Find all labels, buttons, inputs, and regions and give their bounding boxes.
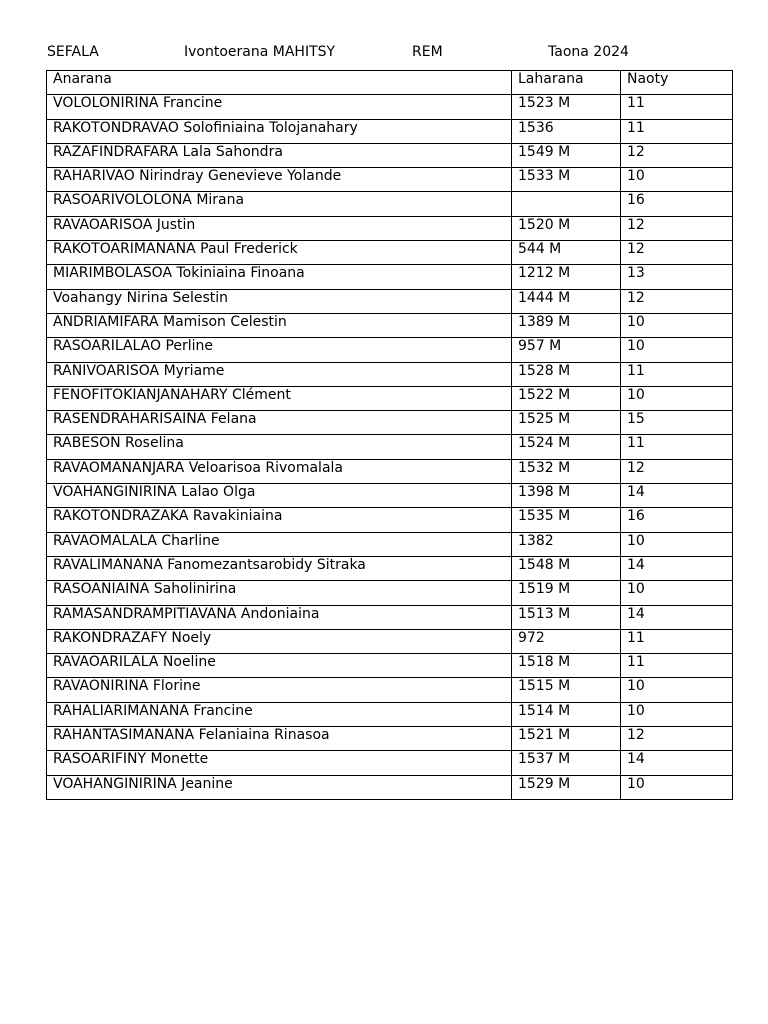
student-number-cell: 1533 M (512, 168, 621, 192)
student-number-cell: 1389 M (512, 313, 621, 337)
student-number-cell: 957 M (512, 338, 621, 362)
student-score-cell: 12 (621, 727, 733, 751)
student-name-cell: RANIVOARISOA Myriame (47, 362, 512, 386)
student-score-cell: 11 (621, 629, 733, 653)
table-row (47, 459, 733, 483)
student-score-cell: 14 (621, 556, 733, 580)
student-name-cell: RASENDRAHARISAINA Felana (47, 411, 512, 435)
student-name-cell: ANDRIAMIFARA Mamison Celestin (47, 313, 512, 337)
student-score-cell: 12 (621, 143, 733, 167)
table-row (47, 362, 733, 386)
student-name-cell: RAKOTONDRAZAKA Ravakiniaina (47, 508, 512, 532)
student-number-cell: 1524 M (512, 435, 621, 459)
table-row (47, 143, 733, 167)
table-row (47, 751, 733, 775)
student-number-cell: 1444 M (512, 289, 621, 313)
student-name-cell: VOAHANGINIRINA Lalao Olga (47, 484, 512, 508)
student-number-cell: 1521 M (512, 727, 621, 751)
table-header-row (47, 71, 733, 95)
table-row (47, 629, 733, 653)
table-row (47, 678, 733, 702)
table-row (47, 775, 733, 799)
student-score-cell: 13 (621, 265, 733, 289)
student-score-cell: 10 (621, 678, 733, 702)
student-name-cell: RAHALIARIMANANA Francine (47, 702, 512, 726)
student-number-cell: 1528 M (512, 362, 621, 386)
table-row (47, 265, 733, 289)
student-name-cell: RASOARIFINY Monette (47, 751, 512, 775)
table-row (47, 654, 733, 678)
student-score-cell: 12 (621, 289, 733, 313)
student-name-cell: FENOFITOKIANJANAHARY Clément (47, 386, 512, 410)
student-number-cell: 1537 M (512, 751, 621, 775)
student-number-cell: 1529 M (512, 775, 621, 799)
student-name-cell: RAHANTASIMANANA Felaniaina Rinasoa (47, 727, 512, 751)
student-number-cell (512, 192, 621, 216)
table-row (47, 727, 733, 751)
student-number-cell: 1523 M (512, 95, 621, 119)
student-score-cell: 12 (621, 241, 733, 265)
student-number-cell: 1532 M (512, 459, 621, 483)
school-label: SEFALA (47, 44, 99, 60)
document-header (0, 43, 768, 61)
student-score-cell: 12 (621, 459, 733, 483)
student-score-cell: 11 (621, 95, 733, 119)
table-row (47, 556, 733, 580)
student-number-cell: 1382 (512, 532, 621, 556)
student-number-cell: 1548 M (512, 556, 621, 580)
table-row (47, 313, 733, 337)
student-roster-table (46, 70, 733, 800)
student-name-cell: Voahangy Nirina Selestin (47, 289, 512, 313)
student-number-cell: 1519 M (512, 581, 621, 605)
student-name-cell: RAKONDRAZAFY Noely (47, 629, 512, 653)
table-row (47, 435, 733, 459)
student-name-cell: RAKOTOARIMANANA Paul Frederick (47, 241, 512, 265)
student-name-cell: VOLOLONIRINA Francine (47, 95, 512, 119)
student-score-cell: 11 (621, 362, 733, 386)
table-row (47, 702, 733, 726)
table-body (47, 95, 733, 800)
student-score-cell: 15 (621, 411, 733, 435)
student-name-cell: RAKOTONDRAVAO Solofiniaina Tolojanahary (47, 119, 512, 143)
student-number-cell: 1536 (512, 119, 621, 143)
student-name-cell: RASOANIAINA Saholinirina (47, 581, 512, 605)
table-row (47, 168, 733, 192)
student-number-cell: 1549 M (512, 143, 621, 167)
column-header-name: Anarana (47, 71, 512, 95)
student-name-cell: RAVAOARISOA Justin (47, 216, 512, 240)
table-row (47, 119, 733, 143)
student-number-cell: 1522 M (512, 386, 621, 410)
table-row (47, 581, 733, 605)
table-row (47, 411, 733, 435)
student-score-cell: 10 (621, 313, 733, 337)
student-name-cell: RASOARILALAO Perline (47, 338, 512, 362)
column-header-score: Naoty (621, 71, 733, 95)
student-score-cell: 10 (621, 168, 733, 192)
student-score-cell: 16 (621, 192, 733, 216)
table-row (47, 289, 733, 313)
student-score-cell: 11 (621, 435, 733, 459)
student-name-cell: RAMASANDRAMPITIAVANA Andoniaina (47, 605, 512, 629)
table-row (47, 386, 733, 410)
table-row (47, 95, 733, 119)
student-number-cell: 972 (512, 629, 621, 653)
student-name-cell: RAZAFINDRAFARA Lala Sahondra (47, 143, 512, 167)
student-score-cell: 10 (621, 581, 733, 605)
student-name-cell: RAVALIMANANA Fanomezantsarobidy Sitraka (47, 556, 512, 580)
column-header-number: Laharana (512, 71, 621, 95)
class-level: REM (412, 44, 443, 60)
student-name-cell: RAVAOARILALA Noeline (47, 654, 512, 678)
student-name-cell: RAVAOMALALA Charline (47, 532, 512, 556)
student-name-cell: RAHARIVAO Nirindray Genevieve Yolande (47, 168, 512, 192)
student-score-cell: 10 (621, 702, 733, 726)
table-row (47, 192, 733, 216)
student-number-cell: 1525 M (512, 411, 621, 435)
table-row (47, 532, 733, 556)
student-score-cell: 11 (621, 119, 733, 143)
student-number-cell: 1513 M (512, 605, 621, 629)
table-row (47, 605, 733, 629)
student-score-cell: 14 (621, 605, 733, 629)
student-score-cell: 11 (621, 654, 733, 678)
teacher-name: Ivontoerana MAHITSY (184, 44, 336, 60)
student-score-cell: 16 (621, 508, 733, 532)
student-score-cell: 10 (621, 532, 733, 556)
table-row (47, 216, 733, 240)
table-row (47, 241, 733, 265)
student-name-cell: RAVAONIRINA Florine (47, 678, 512, 702)
table-row (47, 508, 733, 532)
student-score-cell: 14 (621, 484, 733, 508)
table-row (47, 338, 733, 362)
student-name-cell: RASOARIVOLOLONA Mirana (47, 192, 512, 216)
school-year: Taona 2024 (548, 44, 629, 60)
student-name-cell: MIARIMBOLASOA Tokiniaina Finoana (47, 265, 512, 289)
student-score-cell: 10 (621, 338, 733, 362)
student-score-cell: 12 (621, 216, 733, 240)
student-number-cell: 1520 M (512, 216, 621, 240)
student-number-cell: 1535 M (512, 508, 621, 532)
student-number-cell: 1514 M (512, 702, 621, 726)
student-score-cell: 14 (621, 751, 733, 775)
student-score-cell: 10 (621, 775, 733, 799)
table-row (47, 484, 733, 508)
student-number-cell: 1518 M (512, 654, 621, 678)
student-number-cell: 1515 M (512, 678, 621, 702)
student-name-cell: RABESON Roselina (47, 435, 512, 459)
student-number-cell: 544 M (512, 241, 621, 265)
student-score-cell: 10 (621, 386, 733, 410)
student-number-cell: 1212 M (512, 265, 621, 289)
student-number-cell: 1398 M (512, 484, 621, 508)
student-name-cell: RAVAOMANANJARA Veloarisoa Rivomalala (47, 459, 512, 483)
student-name-cell: VOAHANGINIRINA Jeanine (47, 775, 512, 799)
